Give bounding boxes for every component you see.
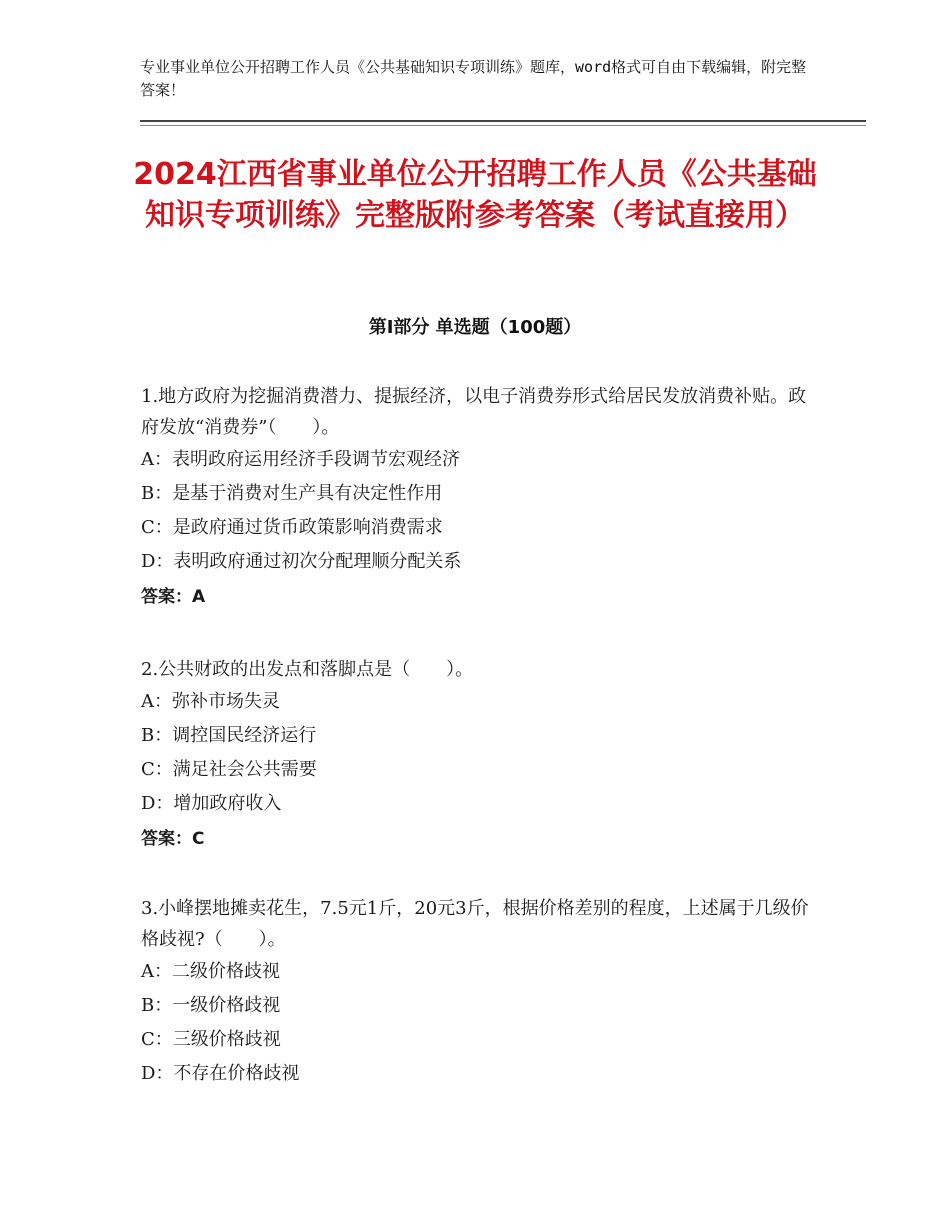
question-stem: 1.地方政府为挖掘消费潜力、提振经济，以电子消费券形式给居民发放消费补贴。政府发放“消费券”（ ）。	[141, 386, 807, 438]
option-c: C：是政府通过货币政策影响消费需求	[141, 517, 443, 538]
header-note: 专业事业单位公开招聘工作人员《公共基础知识专项训练》题库，word格式可自由下载编辑，附完整答案！	[140, 58, 807, 99]
option-b: B：一级价格歧视	[141, 995, 281, 1016]
option-d: D：表明政府通过初次分配理顺分配关系	[141, 551, 462, 572]
option-a: A：表明政府运用经济手段调节宏观经济	[141, 449, 460, 470]
header-divider-thin	[140, 125, 866, 126]
question-1	[141, 381, 811, 615]
question-2	[141, 654, 811, 857]
document-title: 2024江西省事业单位公开招聘工作人员《公共基础知识专项训练》完整版附参考答案（考试直接用）	[133, 157, 817, 233]
option-a: A：二级价格歧视	[141, 961, 280, 982]
option-b: B：调控国民经济运行	[141, 725, 317, 746]
option-c: C：满足社会公共需要	[141, 759, 317, 780]
question-stem: 2.公共财政的出发点和落脚点是（ ）。	[141, 659, 474, 680]
option-d: D：增加政府收入	[141, 793, 282, 814]
answer-label: 答案：C	[141, 829, 205, 849]
option-a: A：弥补市场失灵	[141, 691, 280, 712]
answer-label: 答案：A	[141, 587, 206, 607]
option-c: C：三级价格歧视	[141, 1029, 281, 1050]
question-stem: 3.小峰摆地摊卖花生，7.5元1斤，20元3斤，根据价格差别的程度，上述属于几级价格歧视?（ ）。	[141, 898, 809, 950]
section-title: 第Ⅰ部分 单选题（100题）	[368, 317, 582, 338]
option-b: B：是基于消费对生产具有决定性作用	[141, 483, 443, 504]
option-d: D：不存在价格歧视	[141, 1063, 300, 1084]
header-divider-thick	[140, 120, 866, 122]
question-3	[141, 893, 811, 1091]
